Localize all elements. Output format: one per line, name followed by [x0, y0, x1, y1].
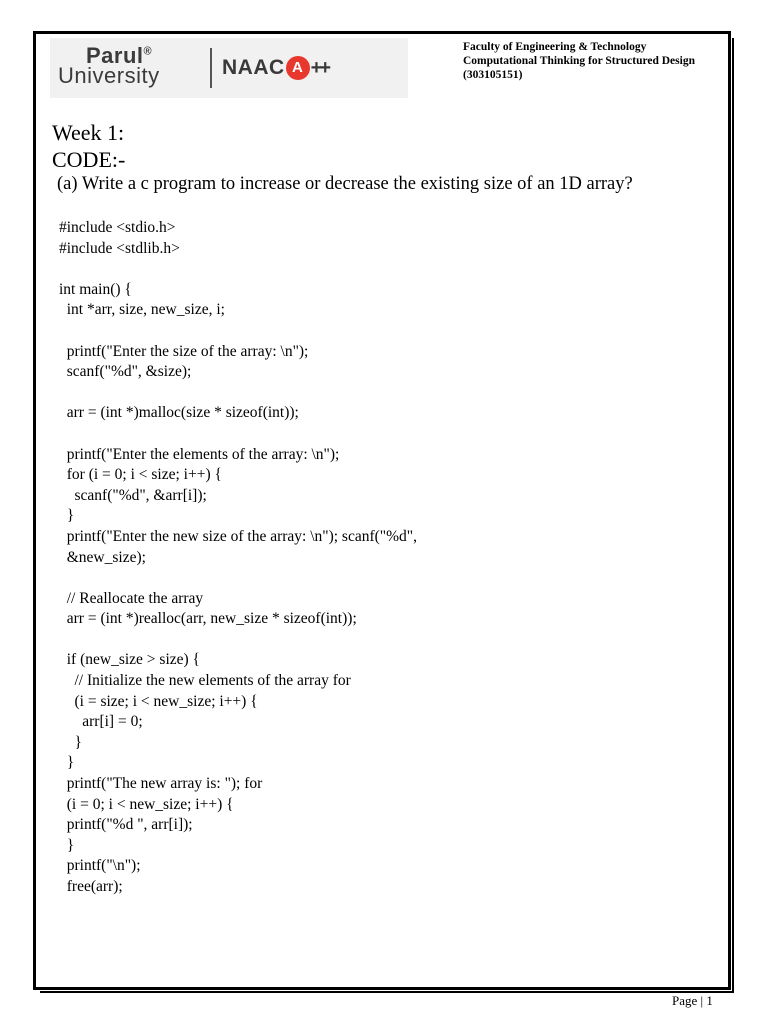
code-blank-line — [59, 321, 417, 342]
week-heading: Week 1: — [52, 120, 125, 145]
course-code: (303105151) — [463, 69, 523, 81]
code-heading: CODE:- — [52, 147, 126, 172]
course-name: Computational Thinking for Structured Design — [463, 55, 695, 67]
faculty-name: Faculty of Engineering & Technology — [463, 41, 647, 53]
code-line: #include <stdio.h> — [59, 219, 176, 236]
registered-mark: ® — [143, 45, 153, 58]
code-line: printf("\n"); — [59, 857, 141, 875]
code-line: free(arr); — [59, 878, 123, 895]
naac-text: NAAC — [222, 56, 285, 79]
naac-grade-badge: A — [286, 56, 310, 80]
naac-logo — [222, 56, 328, 80]
code-line: arr = (int *)malloc(size * sizeof(int)); — [59, 404, 299, 422]
code-line: printf("Enter the elements of the array: \n"); — [59, 445, 340, 463]
code-line: } — [59, 733, 82, 751]
code-line: scanf("%d", &arr[i]); — [59, 486, 207, 504]
code-blank-line — [59, 630, 417, 651]
code-line: // Initialize the new elements of the array for — [59, 672, 351, 690]
logo-university-text: University — [58, 63, 160, 88]
code-line: int main() { — [59, 280, 132, 298]
code-line: arr = (int *)realloc(arr, new_size * sizeof(int)); — [59, 610, 357, 628]
naac-plus: ++ — [310, 56, 329, 79]
header-info — [463, 40, 733, 82]
code-line: } — [59, 507, 75, 525]
code-line: } — [59, 836, 75, 854]
code-line: for (i = 0; i < size; i++) { — [59, 466, 222, 484]
code-blank-line — [59, 424, 417, 445]
code-line: (i = 0; i < new_size; i++) { — [59, 795, 234, 813]
code-line: // Reallocate the array — [59, 589, 204, 607]
code-line: #include <stdlib.h> — [59, 239, 180, 257]
question-text: (a) Write a c program to increase or decrease the existing size of an 1D array? — [57, 174, 633, 194]
code-blank-line — [59, 568, 417, 589]
code-listing — [59, 218, 417, 898]
code-line: } — [59, 754, 75, 772]
code-line: printf("%d ", arr[i]); — [59, 816, 193, 834]
code-line: int *arr, size, new_size, i; — [59, 301, 225, 319]
logo-parul-text: Parul — [86, 43, 144, 68]
logo-divider — [210, 48, 212, 88]
code-line: if (new_size > size) { — [59, 651, 200, 669]
university-logo — [50, 38, 408, 98]
code-blank-line — [59, 259, 417, 280]
code-line: printf("Enter the new size of the array: \n"); scanf("%d", — [59, 527, 417, 545]
code-line: (i = size; i < new_size; i++) { — [59, 692, 258, 710]
code-line: printf("Enter the size of the array: \n"); — [59, 342, 309, 360]
code-line: printf("The new array is: "); for — [59, 775, 263, 793]
code-line: scanf("%d", &size); — [59, 363, 192, 381]
code-line: arr[i] = 0; — [59, 713, 143, 731]
code-blank-line — [59, 383, 417, 404]
parul-university-logo — [58, 43, 208, 93]
code-line: &new_size); — [59, 548, 146, 566]
page-number: Page | 1 — [672, 993, 713, 1008]
